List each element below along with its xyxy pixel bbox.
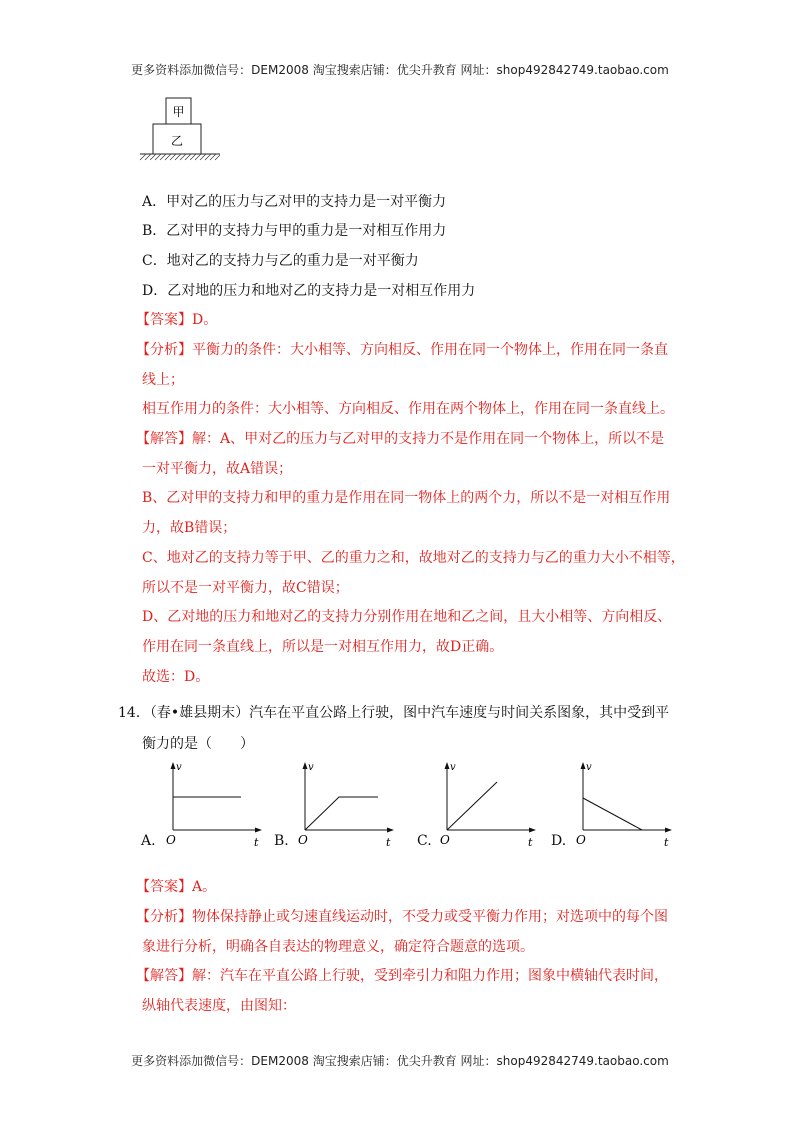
q14-analysis-line1: 【分析】物体保持静止或匀速直线运动时，不受力或受平衡力作用；对选项中的每个图 [136,909,668,925]
q13-solution-line7: D、乙对地的压力和地对乙的支持力分别作用在地和乙之间，且大小相等、方向相反、 [142,609,672,625]
q14-answer: 【答案】A。 [136,879,217,895]
q14-solution-line1: 【解答】解：汽车在平直公路上行驶，受到牵引力和阻力作用；图象中横轴代表时间， [136,968,668,984]
graph-d [570,760,680,852]
q14-stem-line1: 14．（春•雄县期末）汽车在平直公路上行驶，图中汽车速度与时间关系图象，其中受到平 [118,705,670,721]
graph-b-curve [305,797,378,830]
graph-a-option-label: A. [141,833,156,849]
graph-a-origin: O [166,833,176,847]
graph-b-option-label: B. [274,833,289,849]
graph-d-axis-v: v [586,762,592,773]
graph-c-option-label: C. [417,833,432,849]
q13-option-d: D．乙对地的压力和地对乙的支持力是一对相互作用力 [142,283,476,299]
q13-answer: 【答案】D。 [136,312,218,328]
q13-analysis-line1: 【分析】平衡力的条件：大小相等、方向相反、作用在同一个物体上，作用在同一条直 [136,342,668,358]
q13-option-c: C．地对乙的支持力与乙的重力是一对平衡力 [142,253,419,269]
graph-a-axis-v: v [176,762,182,773]
graph-b-axis-t: t [386,836,391,849]
graph-c [434,760,544,852]
graph-d-curve [583,798,642,830]
graph-b-axis-v: v [308,762,314,773]
block-top-label: 甲 [172,105,185,119]
q14-stem-line2: 衡力的是（ ） [142,736,254,752]
q13-analysis-line3: 相互作用力的条件：大小相等、方向相反、作用在两个物体上，作用在同一条直线上。 [142,401,674,417]
q13-solution-line2: 一对平衡力，故A错误； [142,461,293,477]
block-bottom-label: 乙 [170,134,184,148]
q14-analysis-line2: 象进行分析，明确各自表达的物理意义，确定符合题意的选项。 [142,939,534,955]
q13-solution-line1: 【解答】解：A、甲对乙的压力与乙对甲的支持力不是作用在同一个物体上，所以不是 [136,431,665,447]
q13-solution-line4: 力，故B错误； [142,520,237,536]
graph-d-option-label: D. [551,833,567,849]
q14-solution-line2: 纵轴代表速度，由图知： [142,998,296,1014]
q13-solution-line6: 所以不是一对平衡力，故C错误； [142,580,349,596]
graph-c-axis-v: v [450,762,456,773]
q13-solution-line3: B、乙对甲的支持力和甲的重力是作用在同一物体上的两个力，所以不是一对相互作用 [142,490,671,506]
q13-solution-line8: 作用在同一条直线上，所以是一对相互作用力，故D正确。 [142,639,504,655]
graph-a-axis-t: t [254,836,259,849]
page-footer: 更多资料添加微信号：DEM2008 淘宝搜索店铺：优尖升教育 网址：shop492842749.taobao.com [131,1054,669,1068]
q13-analysis-line2: 线上； [142,372,184,388]
page-header: 更多资料添加微信号：DEM2008 淘宝搜索店铺：优尖升教育 网址：shop492842749.taobao.com [131,63,669,77]
graph-b [292,760,402,852]
graph-d-origin: O [576,833,586,847]
q13-solution-line5: C、地对乙的支持力等于甲、乙的重力之和，故地对乙的支持力与乙的重力大小不相等， [142,550,685,566]
q13-solution-line9: 故选：D。 [142,669,210,685]
graph-b-origin: O [298,833,308,847]
q13-option-a: A．甲对乙的压力与乙对甲的支持力是一对平衡力 [142,194,447,210]
stacked-blocks-figure [136,96,226,166]
graph-c-axis-t: t [528,836,533,849]
graph-c-curve [447,782,497,830]
q13-option-b: B．乙对甲的支持力与甲的重力是一对相互作用力 [142,223,447,239]
graph-d-axis-t: t [664,836,669,849]
graph-c-origin: O [440,833,450,847]
graph-a [160,760,270,852]
